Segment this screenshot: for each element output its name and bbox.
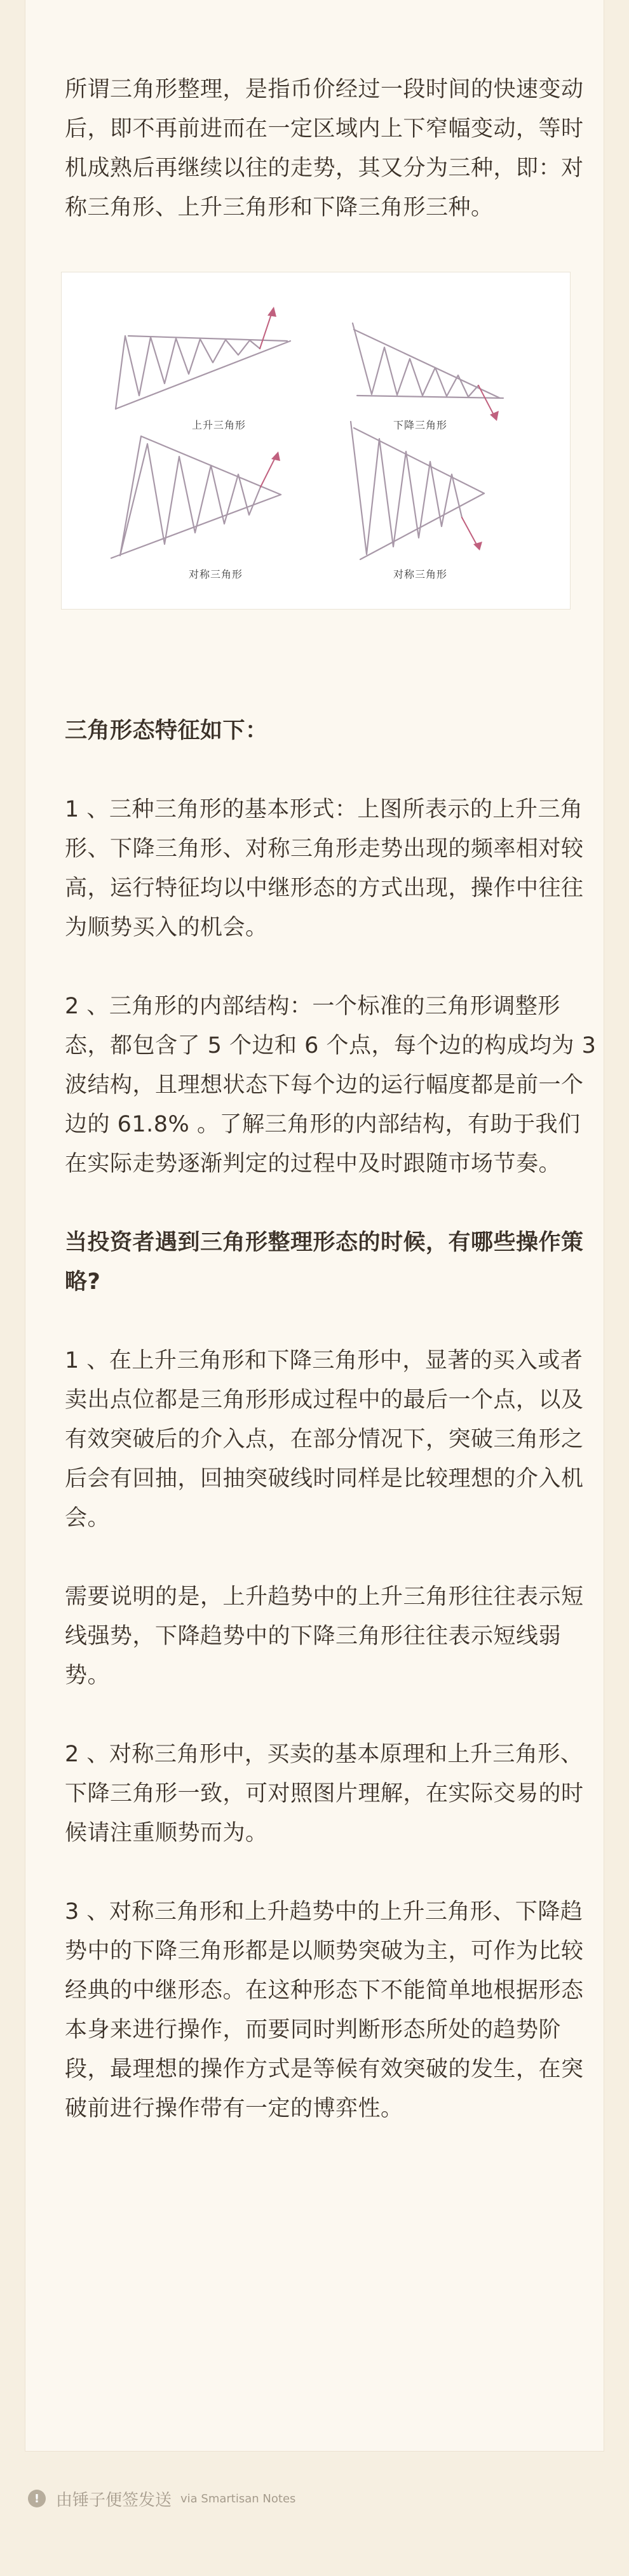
- label-symmetric-right: 对称三角形: [393, 568, 448, 580]
- strategy-2: 2 、对称三角形中，买卖的基本原理和上升三角形、下降三角形一致，可对照图片理解，在实际交易的时候请注重顺势而为。: [65, 1742, 584, 1846]
- descending-triangle-shape: [353, 323, 503, 398]
- breakout-arrow-sym-right: [462, 517, 478, 547]
- note-page: [25, 0, 604, 2451]
- arrowhead-icon: [267, 307, 276, 317]
- footer-sent-by: 由锤子便签发送: [56, 2490, 172, 2510]
- symmetric-triangle-left-shape: [111, 436, 281, 558]
- strategy-3: 3 、对称三角形和上升趋势中的上升三角形、下降趋势中的下降三角形都是以顺势突破为主，可作为比较经典的中继形态。在这种形态下不能简单地根据形态本身来进行操作，而要同时判断形态所处的趋势阶段，最理想的操作方式是等候有效突破的发生，在突破前进行操作带有一定的博弈性。: [65, 1899, 584, 2121]
- article-body: [65, 70, 602, 2128]
- arrowhead-icon: [490, 411, 499, 421]
- feature-2: 2 、三角形的内部结构：一个标准的三角形调整形态，都包含了 5 个边和 6 个点，每个边的构成均为 3 波结构，且理想状态下每个边的运行幅度都是前一个边的 61.8% 。了解三角形的内部结构，有助于我们在实际走势逐渐判定的过程中及时跟随市场节奏。: [65, 994, 597, 1177]
- info-icon: !: [28, 2490, 46, 2507]
- heading-features: 三角形态特征如下：: [65, 718, 268, 744]
- footer-via: via Smartisan Notes: [180, 2492, 296, 2506]
- breakout-arrow-sym-left: [260, 455, 276, 487]
- arrowhead-icon: [473, 542, 482, 551]
- feature-1: 1 、三种三角形的基本形式：上图所表示的上升三角形、下降三角形、对称三角形走势出现的频率相对较高，运行特征均以中继形态的方式出现，操作中往往为顺势买入的机会。: [65, 797, 584, 940]
- ascending-triangle-shape: [116, 336, 290, 409]
- arrowhead-icon: [271, 451, 280, 461]
- breakout-arrow-up: [260, 310, 273, 349]
- triangle-patterns-figure: [61, 272, 571, 610]
- symmetric-triangle-right-shape: [351, 422, 484, 559]
- strategy-1: 1 、在上升三角形和下降三角形中，显著的买入或者卖出点位都是三角形形成过程中的最后一个点，以及有效突破后的介入点，在部分情况下，突破三角形之后会有回抽，回抽突破线时同样是比较理想的介入机会。: [65, 1348, 584, 1531]
- strategy-note: 需要说明的是，上升趋势中的上升三角形往往表示短线强势，下降趋势中的下降三角形往往表示短线弱势。: [65, 1584, 584, 1688]
- footer: [28, 2483, 409, 2514]
- label-symmetric-left: 对称三角形: [189, 568, 243, 580]
- intro-paragraph: 所谓三角形整理，是指币价经过一段时间的快速变动后，即不再前进而在一定区域内上下窄幅变动，等时机成熟后再继续以往的走势，其又分为三种，即：对称三角形、上升三角形和下降三角形三种。: [65, 77, 584, 220]
- label-ascending: 上升三角形: [192, 419, 247, 431]
- breakout-arrow-down: [478, 385, 495, 417]
- triangle-diagram: [62, 272, 570, 609]
- heading-strategies: 当投资者遇到三角形整理形态的时候，有哪些操作策略?: [65, 1230, 584, 1295]
- label-descending: 下降三角形: [393, 419, 448, 431]
